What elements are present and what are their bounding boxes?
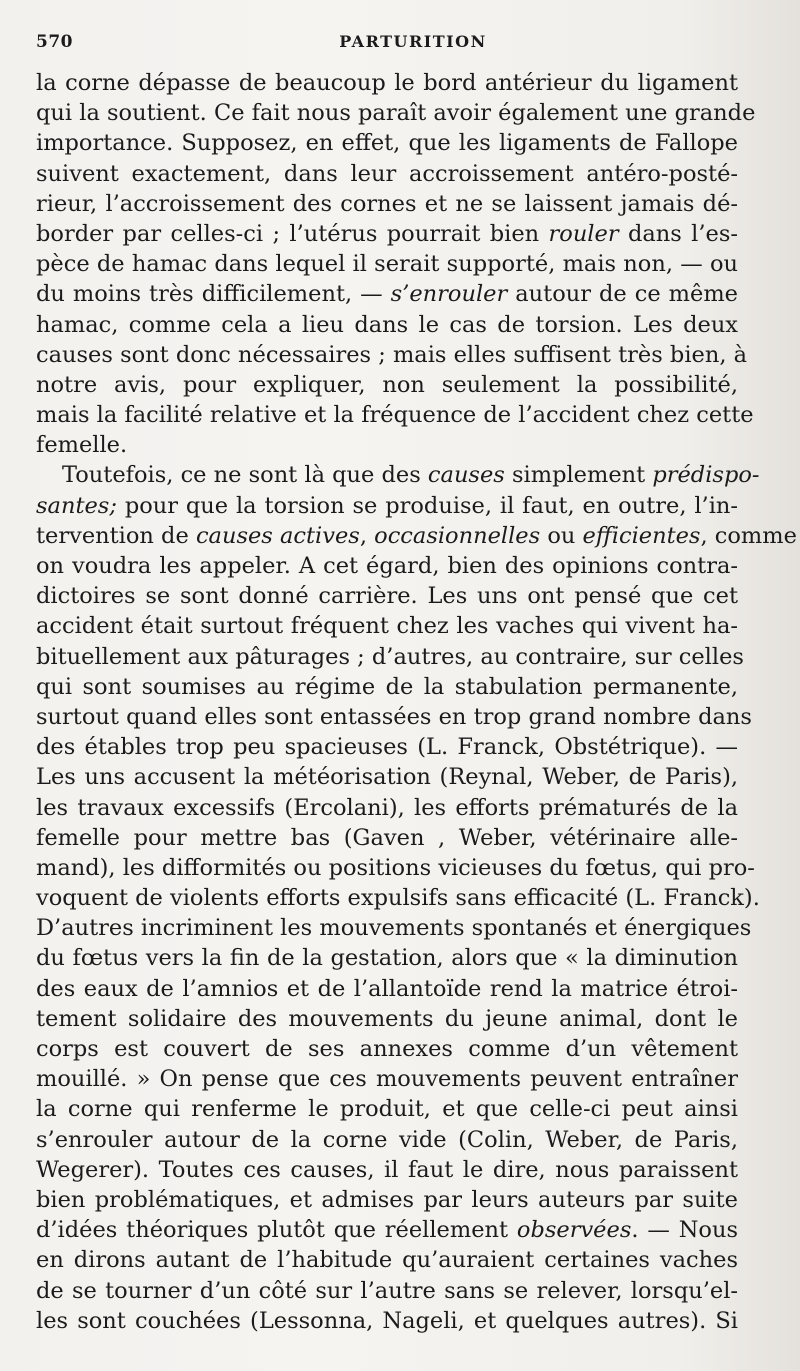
text-span: suivent exactement, dans leur accroissement antéro-posté- <box>36 160 738 187</box>
text-line <box>36 159 738 189</box>
running-title: PARTURITION <box>339 32 487 51</box>
text-line <box>36 883 760 913</box>
text-line <box>36 249 738 279</box>
text-line <box>36 1276 738 1306</box>
text-line <box>36 400 754 430</box>
text-line <box>36 974 738 1004</box>
text-line <box>36 128 738 158</box>
text-span: de se tourner d’un côté sur l’autre sans se relever, lorsqu’el- <box>36 1277 738 1304</box>
text-span: des eaux de l’amnios et de l’allantoïde rend la matrice étroi- <box>36 975 738 1002</box>
text-span: pèce de hamac dans lequel il serait supporté, mais non, — ou <box>36 251 738 278</box>
text-line <box>36 702 752 732</box>
text-line <box>36 68 738 98</box>
text-line <box>36 913 752 943</box>
text-span: Toutefois, ce ne sont là que des <box>62 462 428 489</box>
text-span: on voudra les appeler. A cet égard, bien des opinions contra- <box>36 553 738 579</box>
page-number: 570 <box>36 32 73 52</box>
text-span: des étables trop peu spacieuses (L. Franck, Obstétrique). — <box>36 734 738 761</box>
text-span: ou <box>540 522 583 549</box>
text-line <box>36 340 748 370</box>
text-span: Les uns accusent la météorisation (Reynal, Weber, de Paris), <box>36 764 738 791</box>
text-span: qui la soutient. Ce fait nous paraît avoir également une grande <box>36 100 756 127</box>
text-line <box>36 1215 738 1245</box>
text-span: les travaux excessifs (Ercolani), les efforts prématurés de la <box>36 794 738 821</box>
body-text <box>36 68 797 1336</box>
italic-text: santes; <box>36 492 117 519</box>
text-span: dictoires se sont donné carrière. Les uns ont pensé que cet <box>36 583 738 610</box>
text-span: la corne dépasse de beaucoup le bord antérieur du ligament <box>36 70 738 96</box>
text-line <box>36 732 738 762</box>
text-line <box>36 823 738 853</box>
text-line <box>36 491 738 521</box>
text-span: bien problématiques, et admises par leurs auteurs par suite <box>36 1186 738 1213</box>
text-line <box>36 279 738 309</box>
text-line <box>36 189 738 219</box>
text-span: rieur, l’accroissement des cornes et ne se laissent jamais dé- <box>36 190 738 217</box>
italic-text: causes <box>427 462 505 489</box>
text-line <box>36 1004 738 1034</box>
text-span: du fœtus vers la fin de la gestation, alors que « la diminution <box>36 945 738 972</box>
text-line <box>36 1155 738 1185</box>
italic-text: occasionnelles <box>374 522 541 549</box>
text-line <box>36 460 760 490</box>
text-span: Wegerer). Toutes ces causes, il faut le dire, nous paraissent <box>36 1156 738 1183</box>
text-span: du moins très difficilement, — <box>36 281 391 308</box>
text-span: tervention de <box>36 522 196 549</box>
text-line <box>36 1064 738 1094</box>
text-span: , <box>359 522 375 549</box>
italic-text: rouler <box>548 220 619 247</box>
text-span: mais la facilité relative et la fréquence de l’accident chez cette <box>36 402 754 429</box>
text-line <box>36 1306 738 1336</box>
text-line <box>36 551 738 581</box>
text-span: bituellement aux pâturages ; d’autres, au contraire, sur celles <box>36 643 744 670</box>
text-span: tement solidaire des mouvements du jeune animal, dont le <box>36 1005 738 1032</box>
text-span: mouillé. » On pense que ces mouvements peuvent entraîner <box>36 1066 738 1093</box>
text-span: hamac, comme cela a lieu dans le cas de torsion. Les deux <box>36 311 738 338</box>
text-line <box>36 581 738 611</box>
text-span: d’idées théoriques plutôt que réellement <box>36 1217 517 1244</box>
text-span: dans l’es- <box>618 220 738 247</box>
text-span: importance. Supposez, en effet, que les ligaments de Fallope <box>36 130 738 157</box>
text-line <box>36 1034 738 1064</box>
text-line <box>36 1125 738 1155</box>
text-span: border par celles-ci ; l’utérus pourrait bien <box>36 220 549 247</box>
text-line <box>36 853 755 883</box>
text-span: simplement <box>504 462 653 489</box>
text-line <box>36 310 738 340</box>
text-line <box>36 219 738 249</box>
text-line <box>36 430 738 460</box>
text-span: autour de ce même <box>507 281 738 308</box>
text-span: s’enrouler autour de la corne vide (Colin, Weber, de Paris, <box>36 1126 738 1153</box>
text-line <box>36 98 756 128</box>
text-span: en dirons autant de l’habitude qu’auraient certaines vaches <box>36 1247 738 1274</box>
text-span: qui sont soumises au régime de la stabulation permanente, <box>36 673 738 700</box>
text-span: accident était surtout fréquent chez les vaches qui vivent ha- <box>36 613 738 640</box>
italic-text: observées <box>516 1217 632 1244</box>
text-span: voquent de violents efforts expulsifs sans efficacité (L. Franck). <box>36 885 760 912</box>
text-span: pour que la torsion se produise, il faut, en outre, l’in- <box>116 492 738 519</box>
text-line <box>36 1185 738 1215</box>
italic-text: causes actives <box>195 522 360 549</box>
text-span: , comme <box>700 522 797 549</box>
text-span: causes sont donc nécessaires ; mais elles suffisent très bien, à <box>36 341 748 368</box>
running-head <box>36 32 760 58</box>
italic-text: prédispo- <box>652 462 760 489</box>
italic-text: s’enrouler <box>390 281 508 308</box>
text-span: D’autres incriminent les mouvements spontanés et énergiques <box>36 915 752 942</box>
text-line <box>36 611 738 641</box>
text-line <box>36 943 738 973</box>
text-span: la corne qui renferme le produit, et que celle-ci peut ainsi <box>36 1096 738 1123</box>
text-line <box>36 672 738 702</box>
text-line <box>36 1245 738 1275</box>
text-line <box>36 762 738 792</box>
text-span: mand), les difformités ou positions vicieuses du fœtus, qui pro- <box>36 854 755 881</box>
text-line <box>36 793 738 823</box>
text-span: notre avis, pour expliquer, non seulement la possibilité, <box>36 371 738 398</box>
text-span: surtout quand elles sont entassées en trop grand nombre dans <box>36 703 752 730</box>
text-span: . — Nous <box>631 1217 738 1244</box>
text-line <box>36 642 744 672</box>
text-span: femelle pour mettre bas (Gaven , Weber, vétérinaire alle- <box>36 824 738 851</box>
text-span: corps est couvert de ses annexes comme d’un vêtement <box>36 1036 738 1062</box>
italic-text: efficientes <box>582 522 701 549</box>
text-line <box>36 1094 738 1124</box>
text-line <box>36 521 797 551</box>
text-line <box>36 370 738 400</box>
text-span: femelle. <box>36 432 128 459</box>
text-span: les sont couchées (Lessonna, Nageli, et quelques autres). Si <box>36 1307 738 1334</box>
